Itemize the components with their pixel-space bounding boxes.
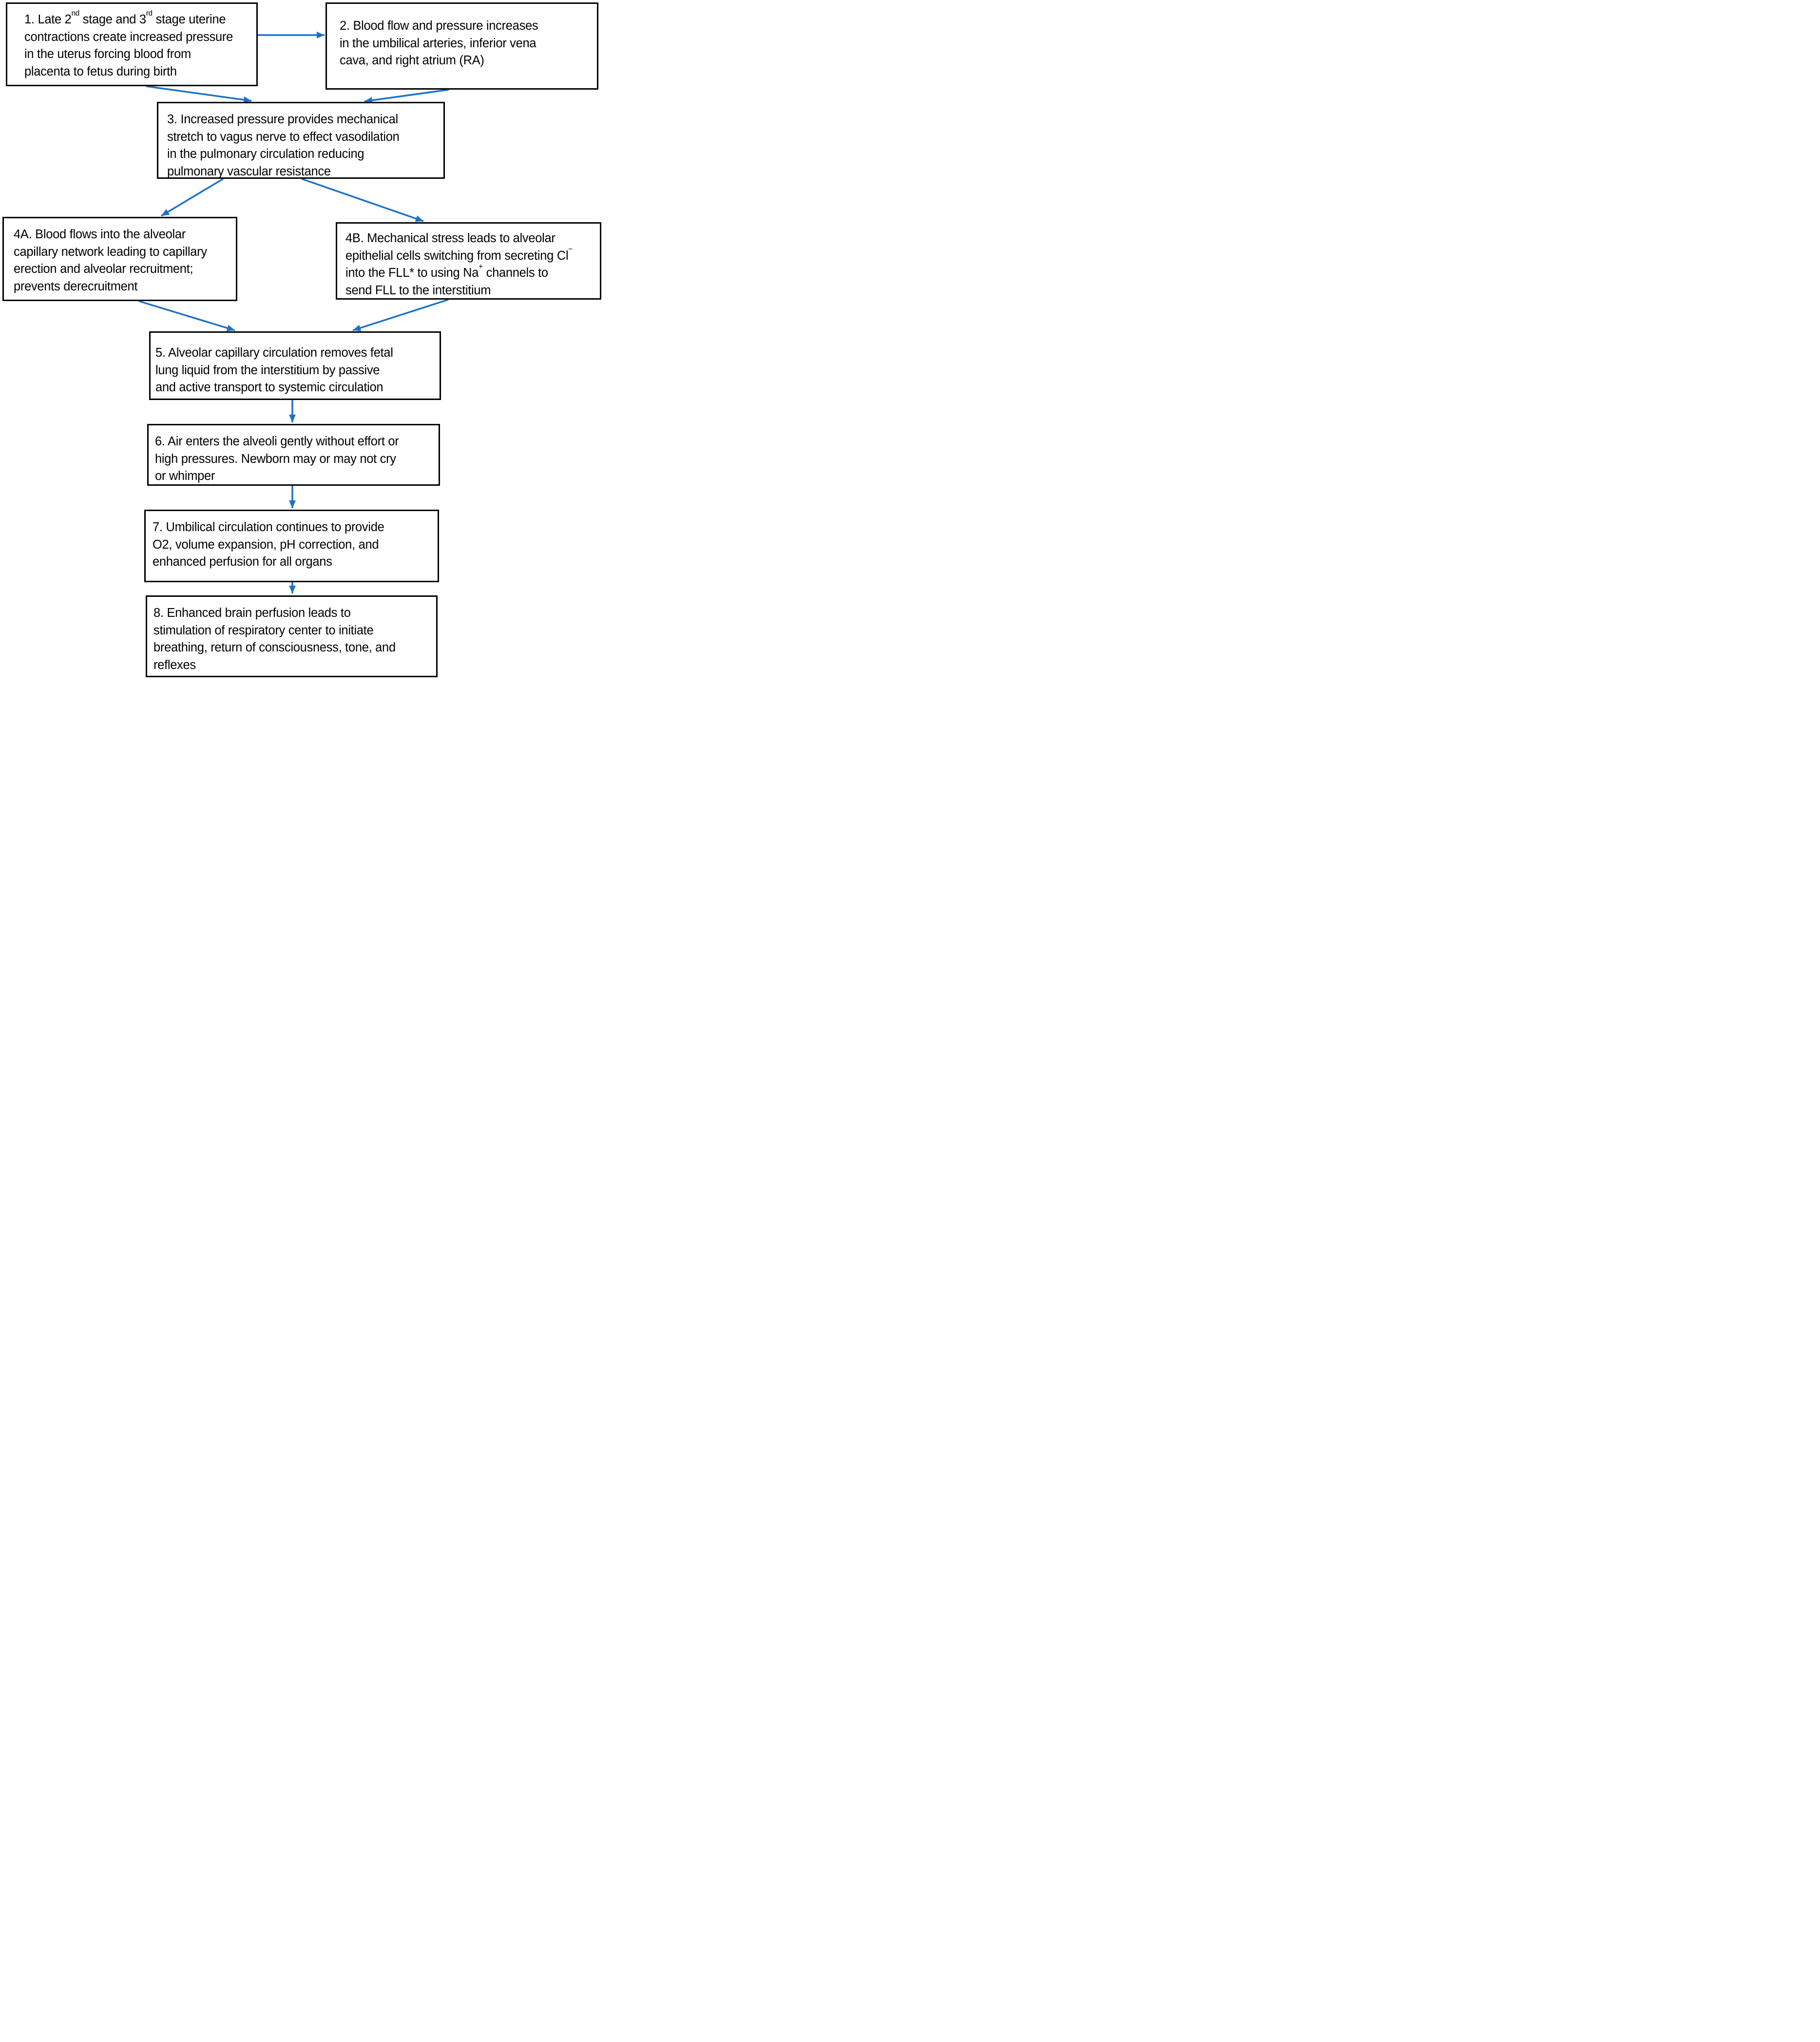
flow-box-4a-capillary-erection: [2, 217, 237, 301]
flow-box-text-line: 4B. Mechanical stress leads to alveolar: [345, 231, 556, 245]
flow-box-text-line: 7. Umbilical circulation continues to provide: [153, 520, 384, 534]
flow-box-text-line: prevents derecruitment: [14, 279, 138, 293]
arrow-3-to-4b: [302, 179, 423, 221]
flow-box-text-line: high pressures. Newborn may or may not cry: [155, 452, 396, 466]
flow-box-text-line: send FLL to the interstitium: [345, 283, 491, 297]
flow-box-2-blood-flow-pressure: [326, 2, 598, 90]
flow-box-text-line: placenta to fetus during birth: [24, 64, 177, 78]
flow-box-text-line: stretch to vagus nerve to effect vasodilation: [167, 130, 400, 144]
flow-box-text-line: in the umbilical arteries, inferior vena: [340, 36, 536, 50]
arrow-4b-to-5: [353, 300, 448, 330]
arrow-4a-to-5: [139, 301, 235, 330]
flow-box-6-air-enters-alveoli: [147, 424, 440, 486]
flow-box-text-line: reflexes: [153, 658, 196, 672]
flow-box-7-umbilical-circulation: [144, 510, 439, 582]
flow-box-text-line: contractions create increased pressure: [24, 30, 233, 44]
flow-box-text-line: pulmonary vascular resistance: [167, 164, 331, 178]
flow-box-5-fll-removal: [149, 331, 441, 400]
flow-box-text-line: 5. Alveolar capillary circulation removes fetal: [155, 346, 393, 360]
flow-box-text-line: 2. Blood flow and pressure increases: [340, 19, 538, 33]
flow-box-text-line: lung liquid from the interstitium by passive: [155, 363, 380, 377]
flow-box-text-line: 1. Late 2nd stage and 3rd stage uterine: [24, 9, 226, 26]
flow-box-text-line: capillary network leading to capillary: [14, 245, 207, 259]
flow-box-text-line: in the uterus forcing blood from: [24, 47, 191, 61]
flow-box-8-brain-perfusion: [146, 595, 438, 677]
flow-box-text-line: in the pulmonary circulation reducing: [167, 147, 364, 161]
flow-box-text-line: into the FLL* to using Na+ channels to: [345, 262, 548, 280]
flow-box-text-line: epithelial cells switching from secreting Cl−: [345, 245, 573, 263]
arrow-2-to-3: [364, 90, 449, 101]
flow-box-text-line: 4A. Blood flows into the alveolar: [14, 228, 186, 241]
flow-box-text-line: enhanced perfusion for all organs: [153, 555, 332, 569]
flow-box-text-line: breathing, return of consciousness, tone, and: [153, 641, 396, 654]
flow-box-text-line: O2, volume expansion, pH correction, and: [153, 537, 379, 552]
flow-box-text-line: 8. Enhanced brain perfusion leads to: [153, 606, 351, 620]
flowchart-canvas: [0, 0, 607, 681]
flow-box-text-line: erection and alveolar recruitment;: [14, 262, 193, 276]
flow-box-text-line: cava, and right atrium (RA): [340, 54, 484, 67]
flow-box-text-line: stimulation of respiratory center to initiate: [153, 623, 374, 637]
flow-box-text-line: and active transport to systemic circulation: [155, 381, 383, 394]
flow-box-1-uterine-contractions: [6, 2, 258, 86]
flow-box-text-line: or whimper: [155, 469, 215, 483]
flow-box-4b-epithelial-switch: [336, 222, 601, 300]
arrow-3-to-4a: [161, 179, 223, 216]
flow-box-3-vagus-stretch: [157, 102, 445, 179]
arrow-1-to-3: [146, 86, 251, 101]
flow-box-text-line: 6. Air enters the alveoli gently without effort or: [155, 435, 399, 448]
flow-box-text-line: 3. Increased pressure provides mechanical: [167, 113, 398, 126]
